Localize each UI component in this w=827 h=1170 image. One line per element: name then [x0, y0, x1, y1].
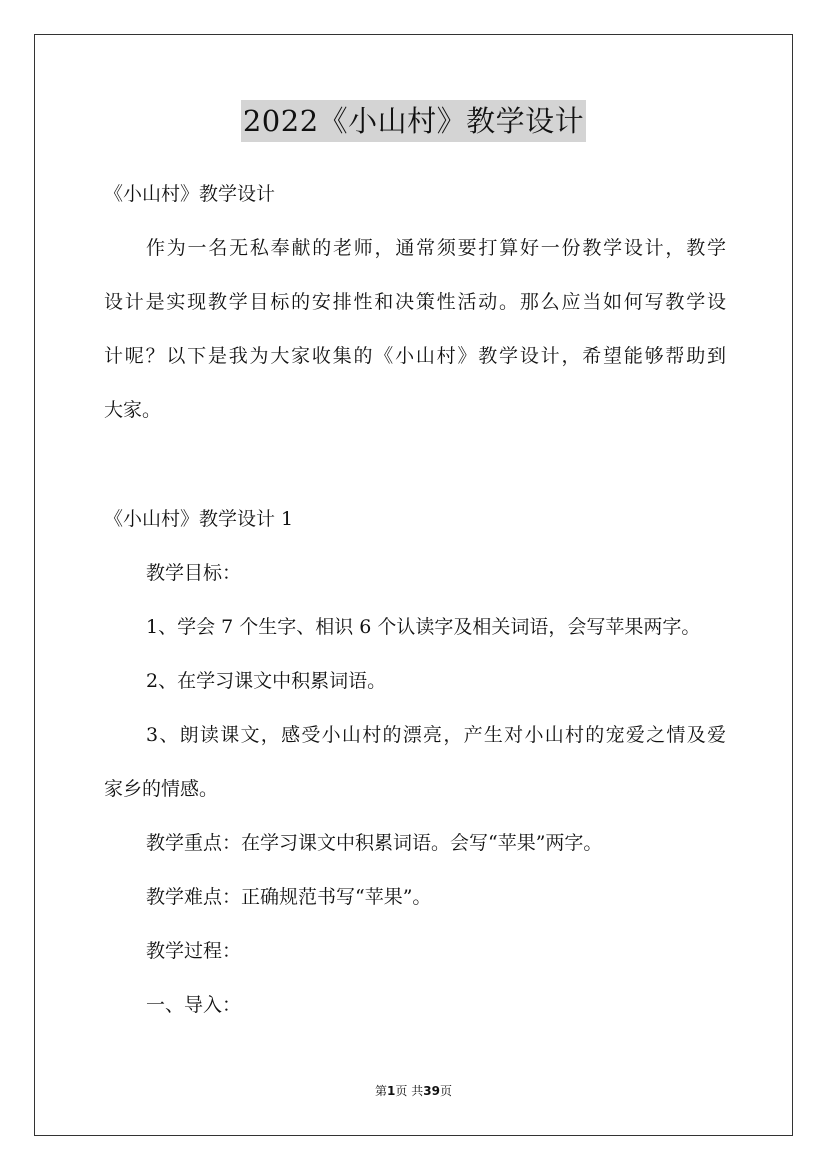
- footer-prefix: 第: [375, 1084, 388, 1098]
- subtitle-line: 《小山村》教学设计: [104, 183, 276, 205]
- paragraph-line: 教学过程：: [146, 940, 242, 962]
- paragraph-line: 教学目标：: [146, 562, 242, 584]
- document-title: 2022《小山村》教学设计: [241, 100, 586, 142]
- paragraph-line: 1、学会 7 个生字、相识 6 个认读字及相关词语，会写苹果两字。: [146, 616, 701, 638]
- paragraph-line: 设计是实现教学目标的安排性和决策性活动。那么应当如何写教学设: [104, 291, 726, 313]
- title-container: [0, 100, 827, 142]
- page-footer: [0, 1082, 827, 1099]
- paragraph-line: 教学重点：在学习课文中积累词语。会写“苹果”两字。: [146, 832, 603, 854]
- footer-suffix: 页: [439, 1084, 452, 1098]
- paragraph-line: 作为一名无私奉献的老师，通常须要打算好一份教学设计，教学: [146, 237, 726, 259]
- paragraph-line: 一、导入：: [146, 994, 242, 1016]
- footer-total-pages: 39: [423, 1084, 440, 1098]
- paragraph-line: 大家。: [104, 399, 162, 421]
- paragraph-line: 教学难点：正确规范书写“苹果”。: [146, 886, 432, 908]
- paragraph-line: 计呢？以下是我为大家收集的《小山村》教学设计，希望能够帮助到: [104, 345, 726, 367]
- paragraph-line: 3、朗读课文，感受小山村的漂亮，产生对小山村的宠爱之情及爱: [146, 724, 726, 746]
- footer-mid: 页 共: [395, 1084, 424, 1098]
- footer-current-page: 1: [387, 1084, 396, 1098]
- paragraph-line: 2、在学习课文中积累词语。: [146, 670, 387, 692]
- paragraph-line: 家乡的情感。: [104, 778, 219, 800]
- section-heading: 《小山村》教学设计 1: [104, 508, 294, 530]
